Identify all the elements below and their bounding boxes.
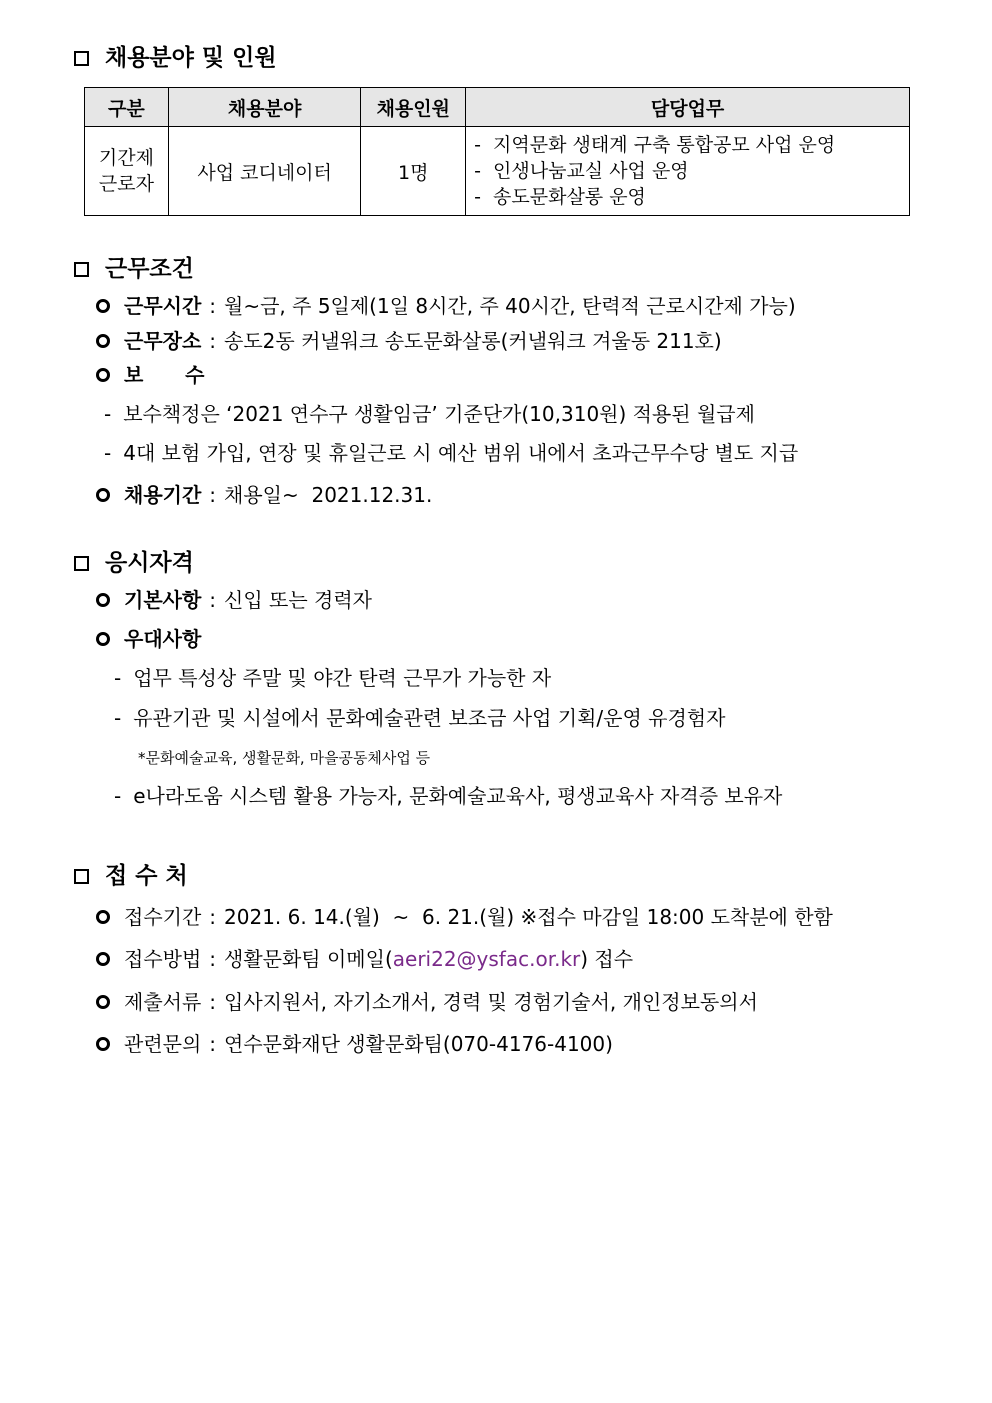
duty-text: 송도문화살롱 운영 [493,186,646,208]
circle-outline-icon [96,910,110,924]
pay-item-text: 4대 보험 가입, 연장 및 휴일근로 시 예산 범위 내에서 초과근무수당 별도 지급 [123,441,799,465]
hire-period-value: 채용일~ 2021.12.31. [224,483,433,507]
dash-marker: - [114,666,122,690]
circle-outline-icon [96,632,110,646]
section-title-text: 채용분야 및 인원 [105,45,277,71]
basic-label: 기본사항 [124,588,202,612]
table-header-row [85,88,910,127]
apply-method-label: 접수방법 [124,947,202,971]
section-title-text: 근무조건 [105,256,194,282]
header-type: 구분 [85,88,169,127]
type-line-1: 기간제 [98,147,154,169]
docs-label: 제출서류 [124,990,202,1014]
pay-item [104,400,755,428]
square-outline-icon [74,556,89,571]
circle-outline-icon [96,1037,110,1051]
contact-line [96,1030,613,1058]
pay-item-text: 보수책정은 ‘2021 연수구 생활임금’ 기준단가(10,310원) 적용된 월급제 [123,402,755,426]
colon-separator: : [209,947,217,971]
hire-period-label: 채용기간 [124,483,202,507]
colon-separator: : [209,294,217,318]
dash-marker: - [114,784,122,808]
apply-period-value: 2021. 6. 14.(월) ~ 6. 21.(월) ※접수 마감일 18:00 도착분에 한함 [224,905,833,929]
pay-label: 보 수 [124,363,205,387]
header-duties: 담당업무 [466,88,910,127]
duty-item: - 송도문화살롱 운영 [474,186,646,208]
email-link[interactable]: aeri22@ysfac.or.kr [392,947,581,971]
pref-item [114,704,725,732]
apply-method-line [96,945,633,973]
docs-value: 입사지원서, 자기소개서, 경력 및 경험기술서, 개인정보동의서 [224,990,758,1014]
circle-outline-icon [96,593,110,607]
duty-text: 지역문화 생태계 구축 통합공모 사업 운영 [493,134,836,156]
pref-item-text: e나라도움 시스템 활용 가능자, 문화예술교육사, 평생교육사 자격증 보유자 [133,784,783,808]
apply-method-suffix: ) 접수 [580,947,634,971]
pref-item-text: 업무 특성상 주말 및 야간 탄력 근무가 가능한 자 [133,666,552,690]
work-place-label: 근무장소 [124,329,202,353]
duty-item: - 인생나눔교실 사업 운영 [474,160,689,182]
circle-outline-icon [96,952,110,966]
duty-text: 인생나눔교실 사업 운영 [493,160,689,182]
cell-duties [466,127,910,216]
header-count: 채용인원 [361,88,466,127]
work-place-line [96,327,722,355]
section-title-text: 접 수 처 [105,863,188,889]
pref-item [114,664,551,692]
pref-item [114,782,782,810]
circle-outline-icon [96,299,110,313]
dash-marker: - [104,441,112,465]
apply-period-line [96,903,833,931]
section-title-application [74,861,188,891]
basic-line [96,586,372,614]
circle-outline-icon [96,368,110,382]
contact-label: 관련문의 [124,1032,202,1056]
circle-outline-icon [96,488,110,502]
pay-item [104,439,798,467]
dash-marker: - [114,706,122,730]
colon-separator: : [209,990,217,1014]
section-title-qualification [74,548,194,578]
duty-item: - 지역문화 생태계 구축 통합공모 사업 운영 [474,134,836,156]
colon-separator: : [209,1032,217,1056]
cell-type [85,127,169,216]
square-outline-icon [74,869,89,884]
pref-label: 우대사항 [124,627,202,651]
section-title-recruit [74,43,277,73]
work-hours-label: 근무시간 [124,294,202,318]
section-title-text: 응시자격 [105,550,194,576]
colon-separator: : [209,329,217,353]
circle-outline-icon [96,995,110,1009]
work-hours-line [96,292,796,320]
basic-value: 신입 또는 경력자 [224,588,372,612]
colon-separator: : [209,588,217,612]
apply-method-prefix: 생활문화팀 이메일( [224,947,393,971]
cell-field: 사업 코디네이터 [168,127,361,216]
recruit-table [84,87,910,216]
colon-separator: : [209,483,217,507]
apply-period-label: 접수기간 [124,905,202,929]
circle-outline-icon [96,334,110,348]
docs-line [96,988,758,1016]
cell-count: 1명 [361,127,466,216]
dash-marker: - [104,402,112,426]
header-field: 채용분야 [168,88,361,127]
pay-line [96,361,204,389]
square-outline-icon [74,51,89,66]
pref-item-text: 유관기관 및 시설에서 문화예술관련 보조금 사업 기획/운영 유경험자 [133,706,726,730]
table-row [85,127,910,216]
work-hours-value: 월~금, 주 5일제(1일 8시간, 주 40시간, 탄력적 근로시간제 가능) [224,294,796,318]
pref-line [96,625,201,653]
type-line-2: 근로자 [98,173,154,195]
colon-separator: : [209,905,217,929]
pref-note: *문화예술교육, 생활문화, 마을공동체사업 등 [138,749,431,767]
section-title-conditions [74,254,194,284]
hire-period-line [96,481,432,509]
contact-value: 연수문화재단 생활문화팀(070-4176-4100) [224,1032,613,1056]
work-place-value: 송도2동 커낼워크 송도문화살롱(커낼워크 겨울동 211호) [224,329,722,353]
square-outline-icon [74,262,89,277]
